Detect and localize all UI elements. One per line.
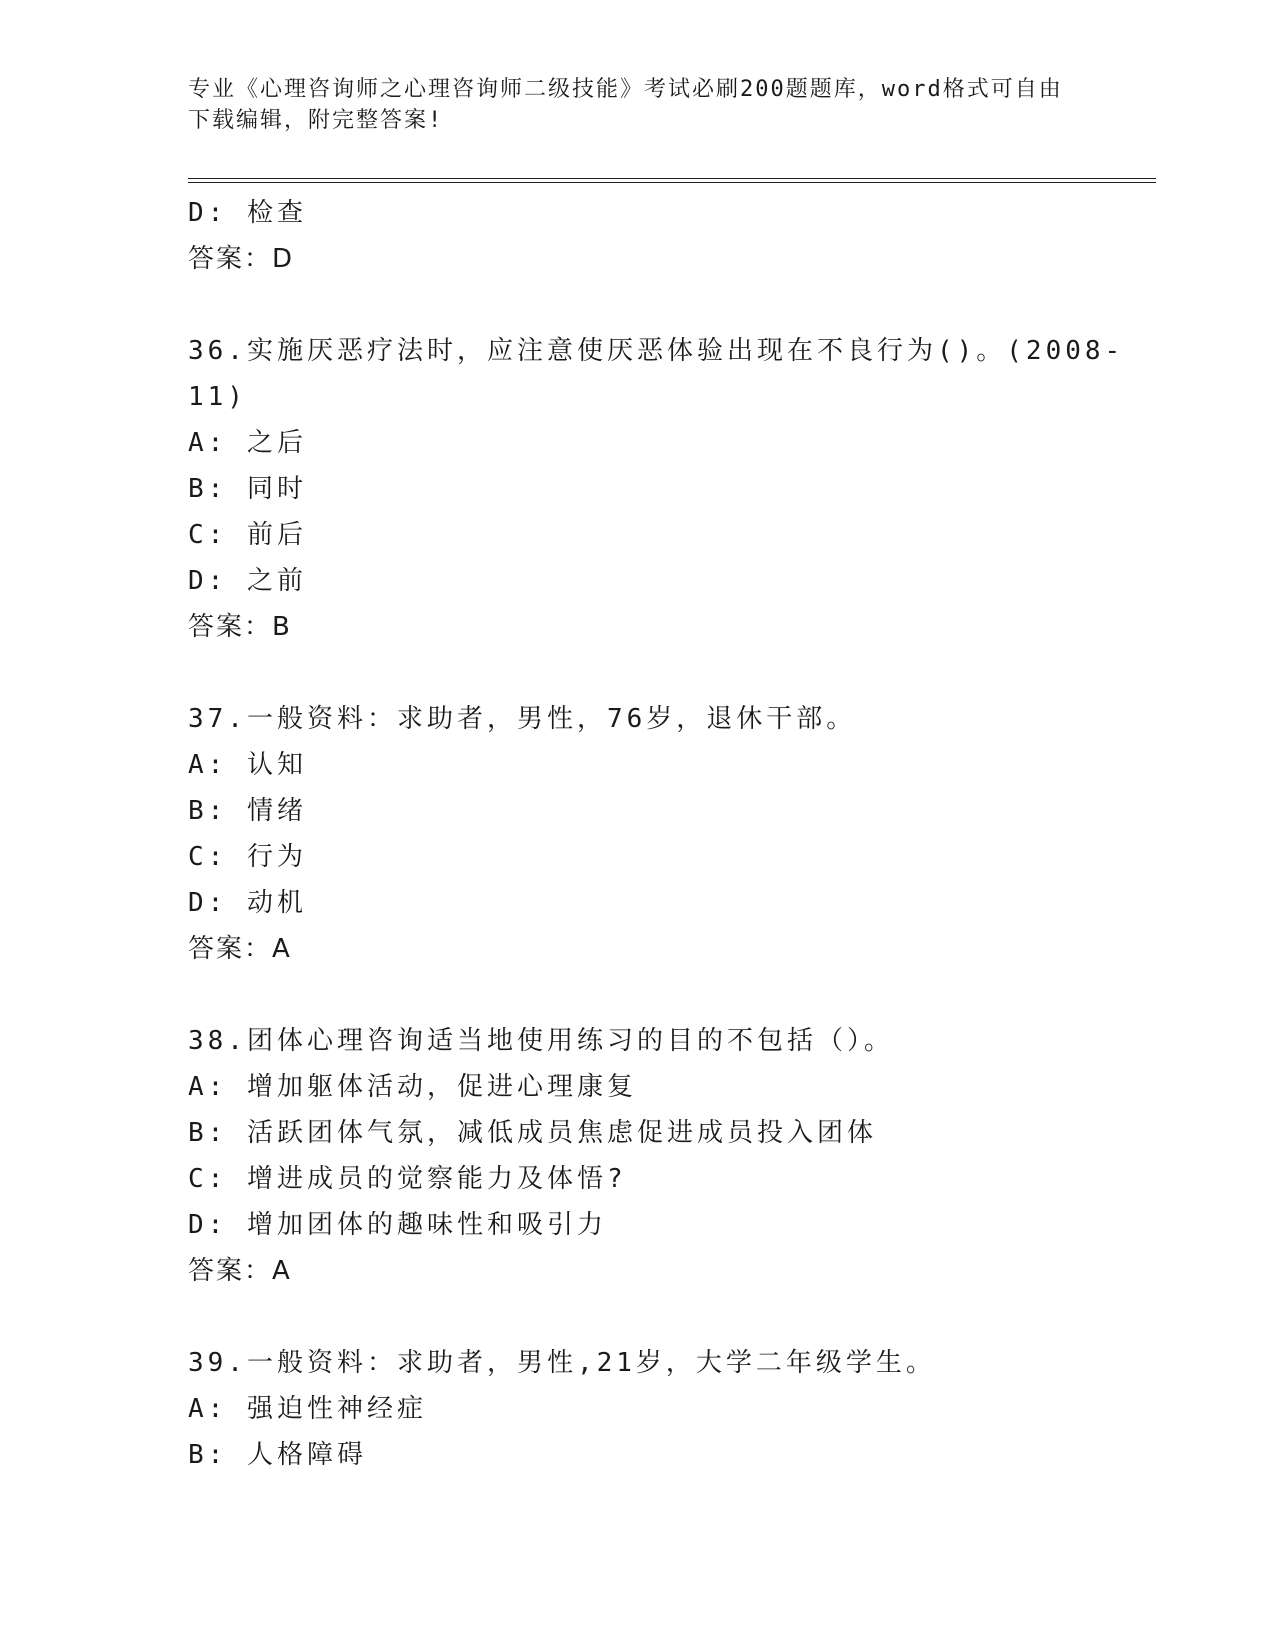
option-b: B: 人格障碍: [188, 1440, 367, 1470]
page-header: 专业《心理咨询师之心理咨询师二级技能》考试必刷200题题库，word格式可自由下载编辑，附完整答案!: [188, 77, 1063, 133]
spacer: [188, 972, 1148, 1018]
option-c: C: 增进成员的觉察能力及体悟?: [188, 1164, 627, 1194]
answer-line: 答案：B: [188, 612, 292, 642]
answer-line: 答案：A: [188, 934, 292, 964]
question-stem: 38.团体心理咨询适当地使用练习的目的不包括（）。: [188, 1026, 894, 1056]
option-d: D: 之前: [188, 566, 307, 596]
question-stem: 39.一般资料：求助者，男性,21岁，大学二年级学生。: [188, 1348, 936, 1378]
option-a: A: 认知: [188, 750, 307, 780]
option-a: A: 之后: [188, 428, 307, 458]
question-37: [188, 696, 1148, 972]
option-d: D: 增加团体的趣味性和吸引力: [188, 1210, 607, 1240]
question-stem: 37.一般资料：求助者，男性，76岁，退休干部。: [188, 704, 857, 734]
option-a: A: 增加躯体活动，促进心理康复: [188, 1072, 637, 1102]
option-d: D: 动机: [188, 888, 307, 918]
option-b: B: 情绪: [188, 796, 307, 826]
spacer: [188, 1294, 1148, 1340]
header-divider-top: [188, 178, 1156, 179]
spacer: [188, 650, 1148, 696]
question-content: [188, 190, 1148, 1478]
question-38: [188, 1018, 1148, 1294]
option-a: A: 强迫性神经症: [188, 1394, 427, 1424]
header-divider-bottom: [188, 182, 1156, 183]
question-stem-continued: 11): [188, 382, 247, 412]
option-b: B: 活跃团体气氛，减低成员焦虑促进成员投入团体: [188, 1118, 877, 1148]
spacer: [188, 282, 1148, 328]
question-36: [188, 328, 1148, 650]
question-stem: 36.实施厌恶疗法时，应注意使厌恶体验出现在不良行为()。(2008-: [188, 336, 1125, 366]
answer-line: 答案：D: [188, 244, 295, 274]
option-b: B: 同时: [188, 474, 307, 504]
question-39: [188, 1340, 1148, 1478]
option-c: C: 前后: [188, 520, 307, 550]
option-c: C: 行为: [188, 842, 307, 872]
option-d: D: 检查: [188, 198, 307, 228]
answer-line: 答案：A: [188, 1256, 292, 1286]
